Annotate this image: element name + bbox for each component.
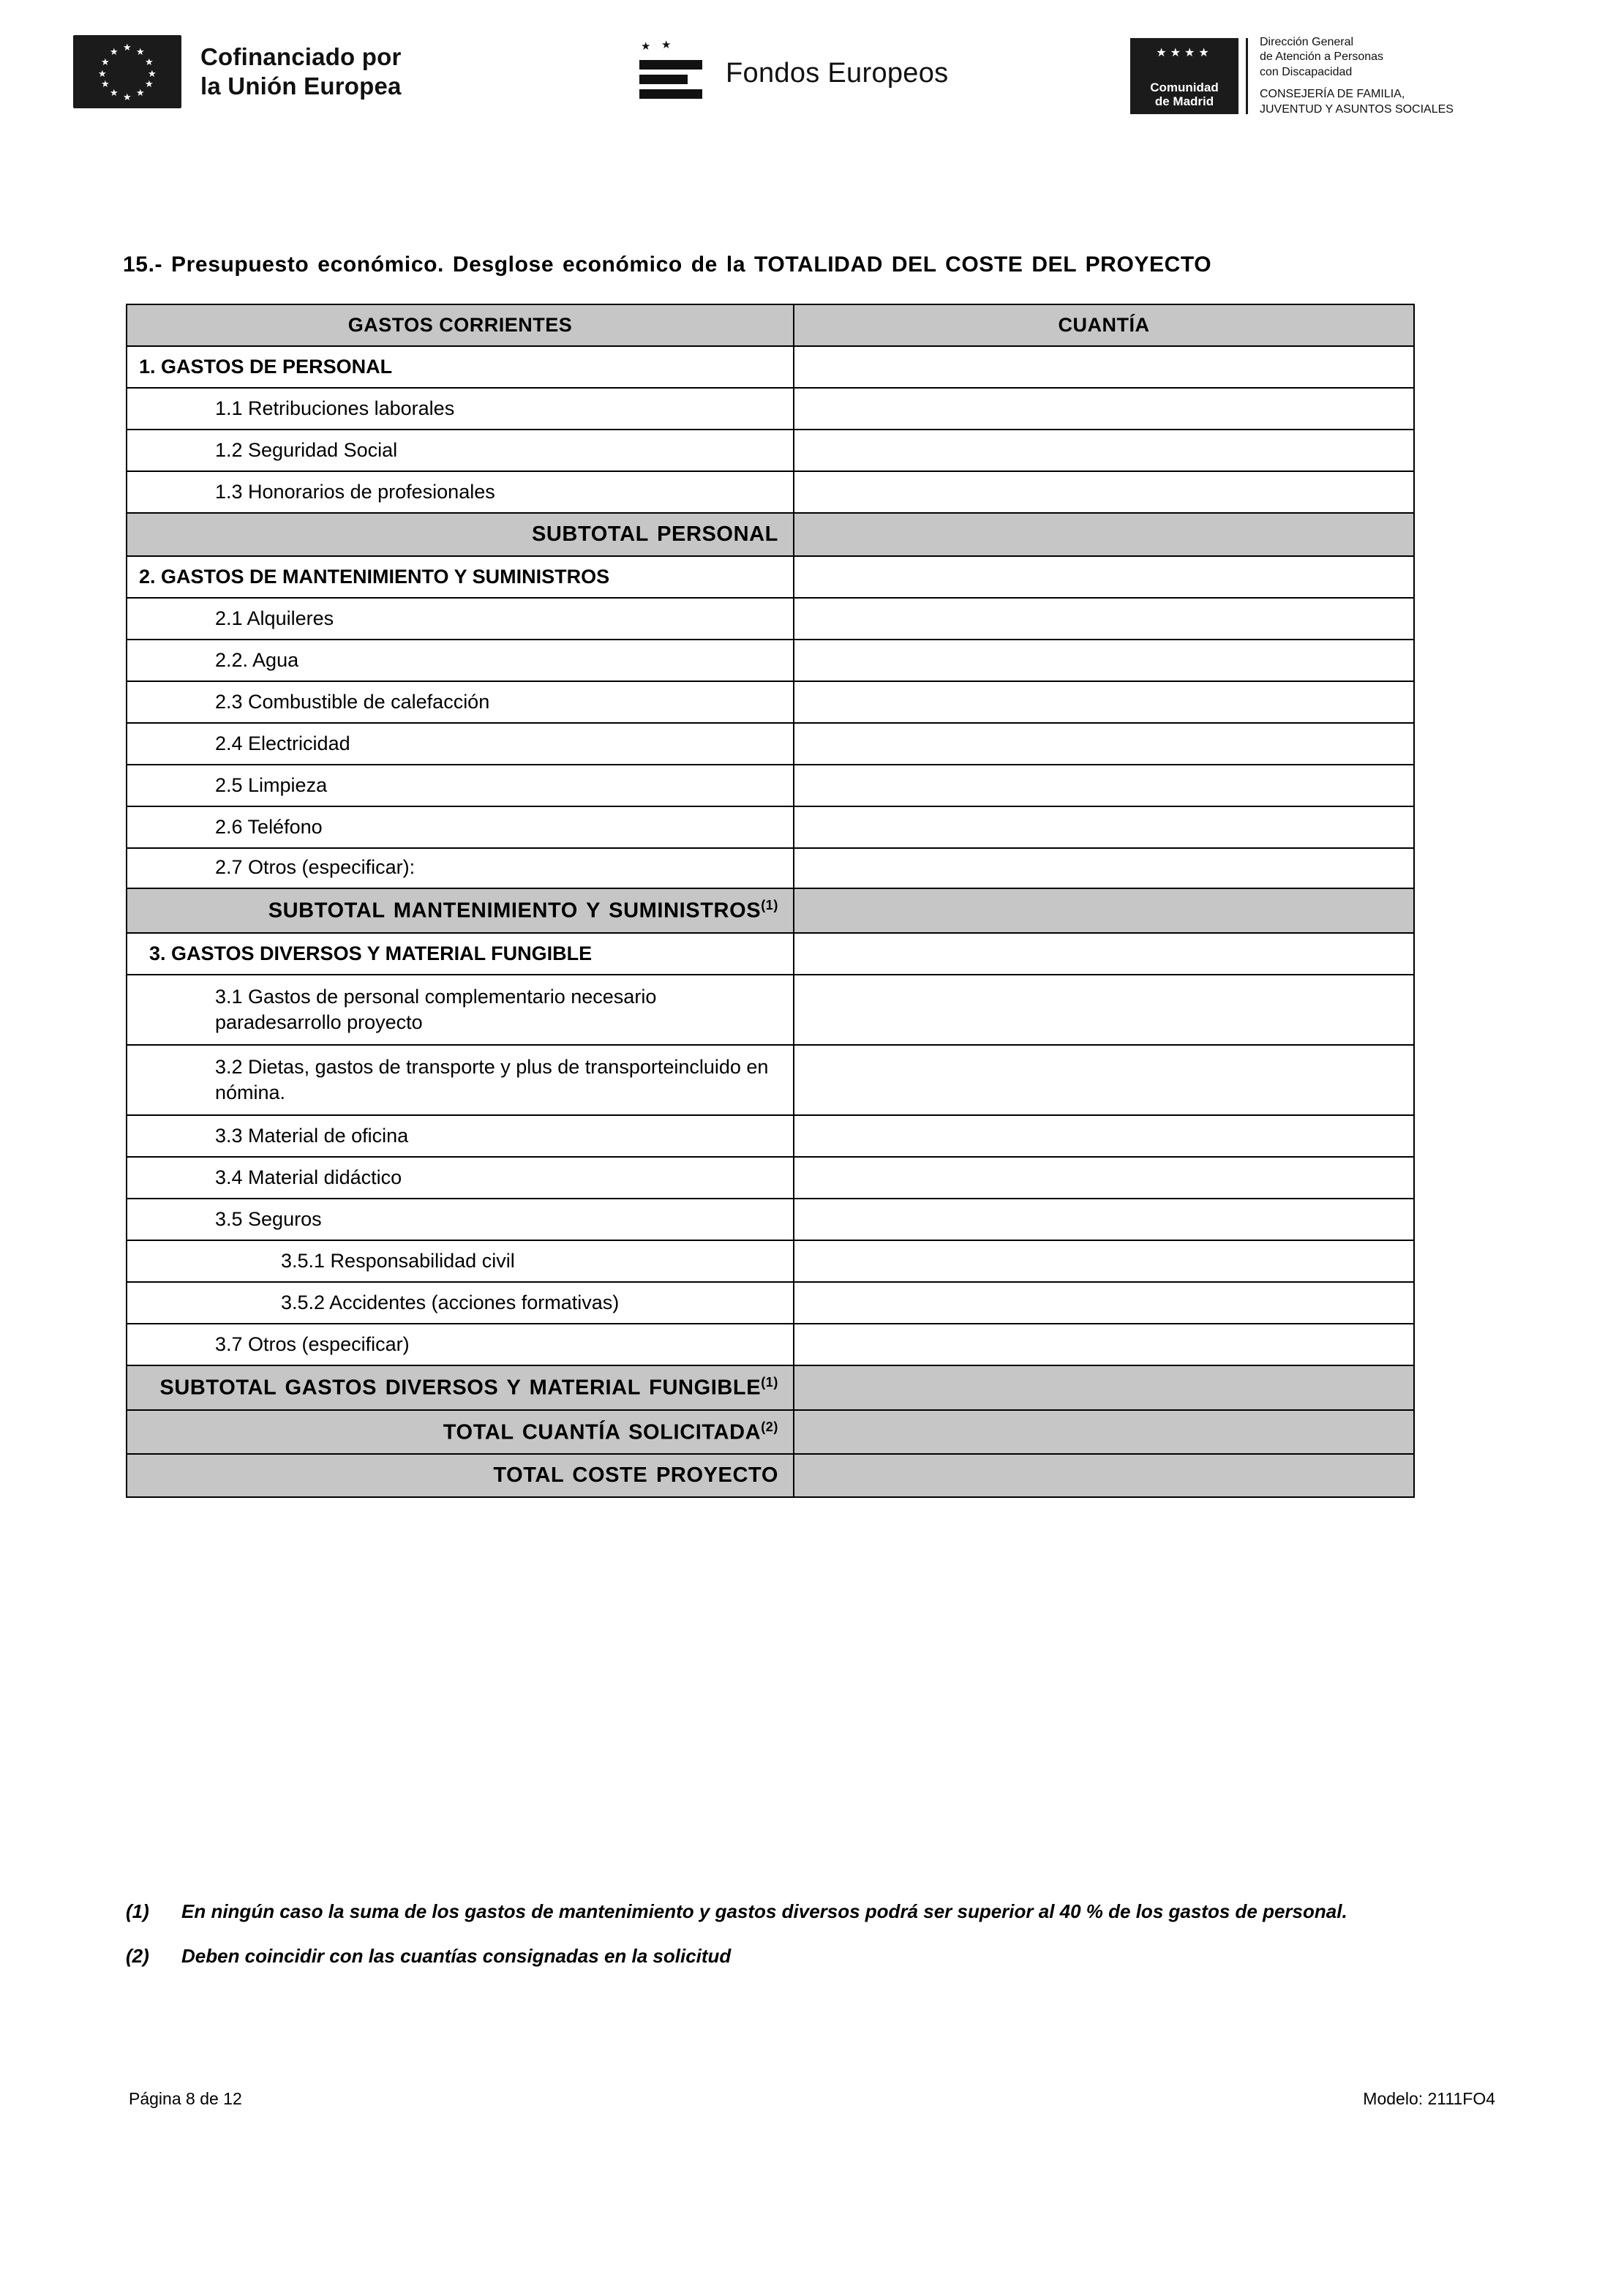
footnote-2-number: (2): [126, 1945, 149, 1968]
item-label: 3.5 Seguros: [127, 1199, 794, 1240]
table-row: [127, 888, 1414, 933]
table-row: [127, 1410, 1414, 1455]
footnote-ref: (1): [761, 1375, 778, 1390]
madrid-badge: [1130, 38, 1238, 114]
amount-cell[interactable]: [794, 388, 1414, 430]
amount-cell[interactable]: [794, 1115, 1414, 1157]
budget-table: [126, 304, 1415, 1498]
amount-cell[interactable]: [794, 640, 1414, 681]
footnote-1: [126, 1899, 1508, 1924]
amount-cell[interactable]: [794, 1454, 1414, 1497]
column-header-amount: CUANTÍA: [794, 304, 1414, 346]
table-row: [127, 1199, 1414, 1240]
table-row: [127, 1324, 1414, 1365]
table-row: [127, 933, 1414, 975]
column-header-concept: GASTOS CORRIENTES: [127, 304, 794, 346]
page-title: 15.- Presupuesto económico. Desglose económico de la TOTALIDAD DEL COSTE DEL PROYECTO: [123, 252, 1212, 277]
item-label: 2.2. Agua: [127, 640, 794, 681]
amount-cell[interactable]: [794, 1324, 1414, 1365]
amount-cell[interactable]: [794, 513, 1414, 556]
group-label: 1. GASTOS DE PERSONAL: [127, 346, 794, 388]
amount-cell[interactable]: [794, 806, 1414, 848]
item-label: 2.1 Alquileres: [127, 598, 794, 640]
item-label: 2.6 Teléfono: [127, 806, 794, 848]
fondos-europeos-logo: [629, 40, 948, 107]
table-row: [127, 1045, 1414, 1115]
eu-stars-icon: ★ ★ ★ ★ ★ ★ ★ ★ ★ ★ ★ ★: [98, 42, 157, 102]
item-label: 2.7 Otros (especificar):: [127, 848, 794, 888]
amount-cell[interactable]: [794, 1410, 1414, 1455]
amount-cell[interactable]: [794, 1282, 1414, 1324]
madrid-name-line-1: Comunidad: [1150, 80, 1219, 94]
group-label: 3. GASTOS DIVERSOS Y MATERIAL FUNGIBLE: [127, 933, 794, 975]
item-label: 1.1 Retribuciones laborales: [127, 388, 794, 430]
form-model-code: Modelo: 2111FO4: [1363, 2089, 1495, 2108]
amount-cell[interactable]: [794, 1199, 1414, 1240]
madrid-department-text: [1246, 35, 1454, 116]
amount-cell[interactable]: [794, 1045, 1414, 1115]
madrid-dept-line-2: de Atención a Personas: [1260, 50, 1384, 64]
subtotal-label-text: TOTAL CUANTÍA SOLICITADA: [443, 1420, 762, 1444]
subtotal-label: [127, 888, 794, 933]
footnote-1-number: (1): [126, 1900, 149, 1922]
item-label: 2.5 Limpieza: [127, 765, 794, 806]
footnotes: [126, 1899, 1508, 1988]
page-number: Página 8 de 12: [129, 2089, 242, 2108]
subtotal-label: [127, 1365, 794, 1410]
subtotal-label: [127, 1410, 794, 1455]
table-row: [127, 1454, 1414, 1497]
group-label: 2. GASTOS DE MANTENIMIENTO Y SUMINISTROS: [127, 556, 794, 598]
item-label: 1.2 Seguridad Social: [127, 430, 794, 471]
amount-cell[interactable]: [794, 1240, 1414, 1282]
item-label: 3.7 Otros (especificar): [127, 1324, 794, 1365]
table-row: [127, 848, 1414, 888]
table-row: [127, 975, 1414, 1045]
fondos-mark-icon: ★ ★: [629, 40, 710, 107]
footnote-ref: (2): [761, 1419, 778, 1434]
footnote-1-text: En ningún caso la suma de los gastos de mantenimiento y gastos diversos podrá ser superior al 40 % de los gastos de personal.: [181, 1900, 1347, 1922]
amount-cell[interactable]: [794, 430, 1414, 471]
subtotal-label: SUBTOTAL PERSONAL: [127, 513, 794, 556]
eu-logo-line-2: la Unión Europea: [200, 72, 402, 100]
madrid-dept-line-5: JUVENTUD Y ASUNTOS SOCIALES: [1260, 102, 1454, 116]
table-row: [127, 806, 1414, 848]
amount-cell[interactable]: [794, 888, 1414, 933]
footnote-2-text: Deben coincidir con las cuantías consignadas en la solicitud: [181, 1945, 732, 1968]
item-label: 3.2 Dietas, gastos de transporte y plus de transporteincluido en nómina.: [127, 1045, 794, 1115]
table-row: [127, 640, 1414, 681]
madrid-name-line-2: de Madrid: [1154, 94, 1214, 108]
amount-cell[interactable]: [794, 346, 1414, 388]
table-row: [127, 1365, 1414, 1410]
item-label: 3.3 Material de oficina: [127, 1115, 794, 1157]
madrid-dept-line-1: Dirección General: [1260, 35, 1354, 48]
item-label: 3.1 Gastos de personal complementario necesario paradesarrollo proyecto: [127, 975, 794, 1045]
table-row: [127, 346, 1414, 388]
table-row: [127, 1115, 1414, 1157]
amount-cell[interactable]: [794, 765, 1414, 806]
item-label: 3.5.2 Accidentes (acciones formativas): [127, 1282, 794, 1324]
madrid-dept-line-3: con Discapacidad: [1260, 65, 1353, 78]
amount-cell[interactable]: [794, 1157, 1414, 1199]
footnote-ref: (1): [761, 898, 778, 912]
table-row: [127, 388, 1414, 430]
amount-cell[interactable]: [794, 975, 1414, 1045]
madrid-stars-icon: ★★★★: [1156, 47, 1213, 59]
subtotal-label-text: SUBTOTAL GASTOS DIVERSOS Y MATERIAL FUNGIBLE: [159, 1376, 762, 1400]
eu-flag-icon: [73, 35, 181, 108]
table-row: [127, 471, 1414, 513]
item-label: 1.3 Honorarios de profesionales: [127, 471, 794, 513]
table-row: [127, 556, 1414, 598]
table-header-row: [127, 304, 1414, 346]
table-row: [127, 765, 1414, 806]
item-label: 2.3 Combustible de calefacción: [127, 681, 794, 723]
fondos-europeos-label: Fondos Europeos: [726, 57, 949, 89]
amount-cell[interactable]: [794, 681, 1414, 723]
eu-logo-line-1: Cofinanciado por: [200, 42, 402, 70]
amount-cell[interactable]: [794, 471, 1414, 513]
item-label: 2.4 Electricidad: [127, 723, 794, 765]
table-row: [127, 681, 1414, 723]
table-row: [127, 723, 1414, 765]
table-row: [127, 1157, 1414, 1199]
eu-cofinanced-logo: [73, 35, 402, 108]
table-row: [127, 1240, 1414, 1282]
amount-cell[interactable]: [794, 723, 1414, 765]
amount-cell[interactable]: [794, 556, 1414, 598]
footnote-2: [126, 1943, 1508, 1969]
table-row: [127, 430, 1414, 471]
comunidad-madrid-logo: [1130, 35, 1454, 116]
amount-cell[interactable]: [794, 933, 1414, 975]
amount-cell[interactable]: [794, 598, 1414, 640]
table-row: [127, 513, 1414, 556]
table-row: [127, 598, 1414, 640]
amount-cell[interactable]: [794, 848, 1414, 888]
eu-logo-text: [200, 42, 402, 102]
document-header: [0, 22, 1624, 146]
madrid-dept-line-4: CONSEJERÍA DE FAMILIA,: [1260, 88, 1405, 101]
amount-cell[interactable]: [794, 1365, 1414, 1410]
madrid-badge-text: [1150, 80, 1219, 108]
subtotal-label-text: SUBTOTAL MANTENIMIENTO Y SUMINISTROS: [268, 899, 762, 923]
subtotal-label: TOTAL COSTE PROYECTO: [127, 1454, 794, 1497]
item-label: 3.4 Material didáctico: [127, 1157, 794, 1199]
table-row: [127, 1282, 1414, 1324]
item-label: 3.5.1 Responsabilidad civil: [127, 1240, 794, 1282]
